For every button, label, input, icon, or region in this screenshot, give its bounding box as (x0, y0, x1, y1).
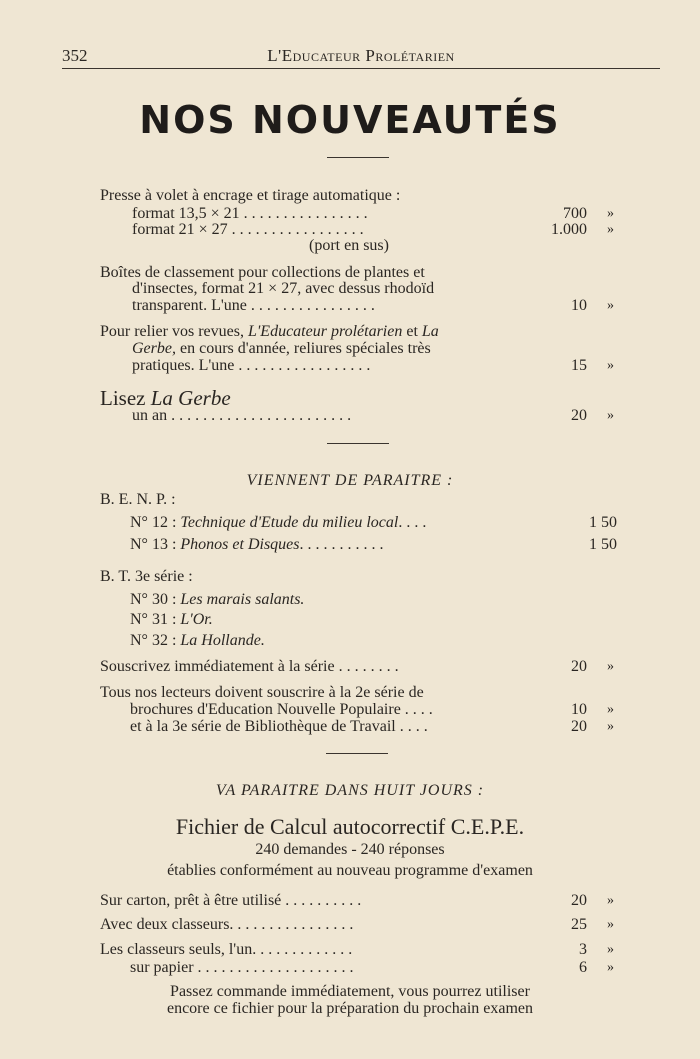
sur-papier-line: sur papier . . . . . . . . . . . . . . . . . . . . 6 » (130, 959, 614, 976)
tous-line-3: et à la 3e série de Bibliothèque de Travail . . . . 20 » (130, 718, 614, 735)
relier-line-3: pratiques. L'une . . . . . . . . . . . . . . . . . 15 » (132, 357, 614, 374)
deux-classeurs-line: Avec deux classeurs. . . . . . . . . . . . . . . . 25 » (100, 916, 614, 933)
relier-line-1: Pour relier vos revues, L'Educateur prolétarien et La (100, 323, 439, 340)
bt-n32: N° 32 : La Hollande. (130, 632, 265, 649)
divider (327, 157, 389, 158)
benp-n13: N° 13 : Phonos et Disques. . . . . . . . . . . 1 50 (130, 536, 617, 553)
gerbe-un-an: un an . . . . . . . . . . . . . . . . . . . . . . . 20 » (132, 407, 614, 424)
souscrivez-line: Souscrivez immédiatement à la série . . . . . . . . 20 » (100, 658, 614, 675)
boites-line-3: transparent. L'une . . . . . . . . . . . . . . . . 10 » (132, 297, 614, 314)
page-title: NOS NOUVEAUTÉS (139, 98, 561, 142)
benp-n12: N° 12 : Technique d'Etude du milieu local. . . . 1 50 (130, 514, 617, 531)
fichier-demandes: 240 demandes - 240 réponses (255, 841, 445, 858)
boites-line-1: Boîtes de classement pour collections de plantes et (100, 264, 425, 281)
carton-line: Sur carton, prêt à être utilisé . . . . . . . . . . 20 » (100, 892, 614, 909)
classeurs-seuls-line: Les classeurs seuls, l'un. . . . . . . . . . . . . 3 » (100, 941, 614, 958)
tous-line-2: brochures d'Education Nouvelle Populaire . . . . 10 » (130, 701, 614, 718)
fichier-etablies: établies conformément au nouveau programme d'examen (167, 862, 533, 879)
presse-format-1: format 13,5 × 21 . . . . . . . . . . . . . . . . 700 » (132, 205, 614, 222)
presse-intro: Presse à volet à encrage et tirage automatique : (100, 187, 401, 204)
journal-title: L'Educateur Prolétarien (267, 46, 455, 65)
passez-line-2: encore ce fichier pour la préparation du prochain examen (166, 1000, 534, 1017)
bt-n31: N° 31 : L'Or. (130, 611, 213, 628)
presse-port: (port en sus) (309, 237, 389, 254)
presse-format-2: format 21 × 27 . . . . . . . . . . . . . . . . . 1.000 » (132, 221, 614, 238)
bt-n30: N° 30 : Les marais salants. (130, 591, 305, 608)
divider (326, 753, 388, 754)
viennent-heading: VIENNENT DE PARAITRE : (246, 472, 454, 489)
lisez-la-gerbe: Lisez La Gerbe (100, 386, 231, 410)
va-heading: VA PARAITRE DANS HUIT JOURS : (215, 782, 485, 799)
divider (327, 443, 389, 444)
fichier-title: Fichier de Calcul autocorrectif C.E.P.E. (175, 814, 525, 839)
page-number: 352 (62, 46, 88, 65)
running-header (62, 46, 660, 69)
bt-label: B. T. 3e série : (100, 568, 193, 585)
benp-label: B. E. N. P. : (100, 491, 176, 508)
passez-line-1: Passez commande immédiatement, vous pourrez utiliser (170, 983, 530, 1000)
boites-line-2: d'insectes, format 21 × 27, avec dessus rhodoïd (132, 280, 435, 297)
tous-line-1: Tous nos lecteurs doivent souscrire à la 2e série de (100, 684, 424, 701)
relier-line-2: Gerbe, en cours d'année, reliures spéciales très (132, 340, 431, 357)
